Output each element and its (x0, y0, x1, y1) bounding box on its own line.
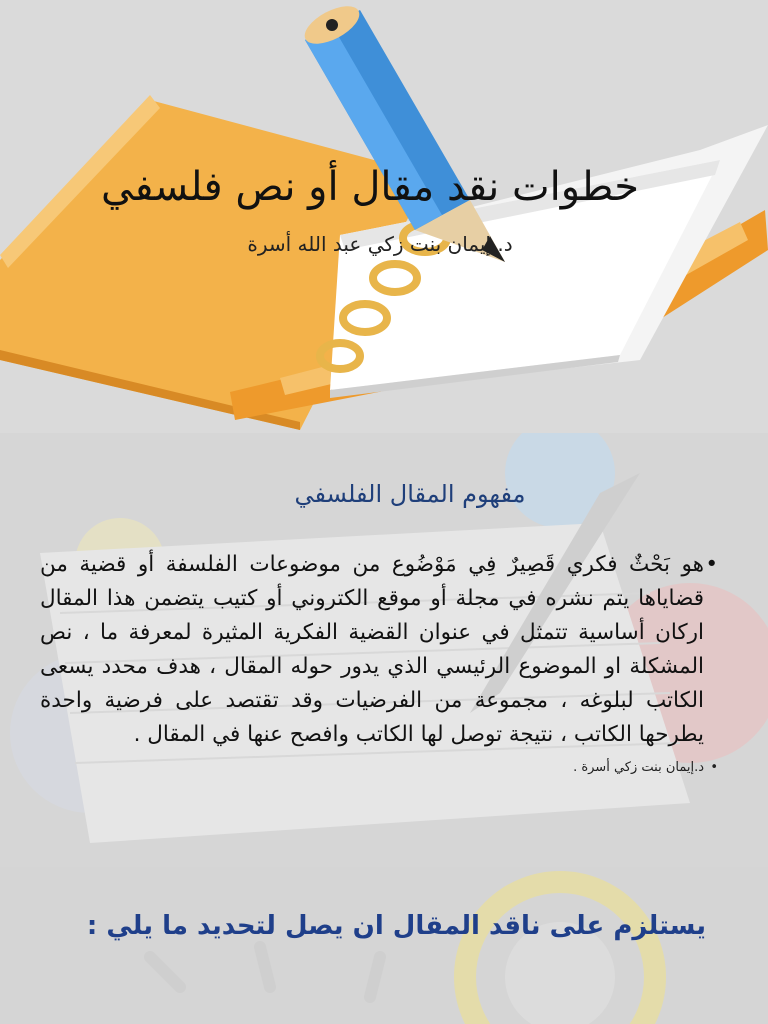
slide-concept (0, 433, 768, 867)
slide-requirements (0, 867, 768, 1024)
section-title: مفهوم المقال الفلسفي (294, 480, 526, 508)
author-credit: • د.إيمان بنت زكي أسرة . (40, 758, 718, 778)
requirements-heading: يستلزم على ناقد المقال ان يصل لتحديد ما يلي : (86, 911, 706, 941)
slide-title-text: خطوات نقد مقال أو نص فلسفي (100, 164, 639, 210)
slide-title (0, 0, 768, 433)
author-subtitle: د. إيمان بنت زكي عبد الله أسرة (247, 232, 513, 256)
definition-paragraph: • هو بَحْثٌ فكري قَصِيرٌ فِي مَوْضُوع من موضوعات الفلسفة أو قضية من قضاياها يتم نشره في مجلة أو موقع الكتروني أو كتيب يتضمن هذا المقال اركان أساسية تتمثل في عنوان القضية الفكرية المثيرة لمعرفة ما ، نص المشكلة او الموضوع الرئيسي الذي يدور حوله المقال ، هدف محدد يسعى الكاتب لبلوغه ، مجموعة من الفرضيات وقد تقتصد على فرضية واحدة يطرحها الكاتب ، نتيجة توصل لها الكاتب وافصح عنها في المقال . (40, 548, 718, 752)
folder-pencil-illustration (0, 0, 768, 433)
bullet-list (40, 548, 718, 778)
lightbulb-watermark-icon (0, 867, 768, 1024)
